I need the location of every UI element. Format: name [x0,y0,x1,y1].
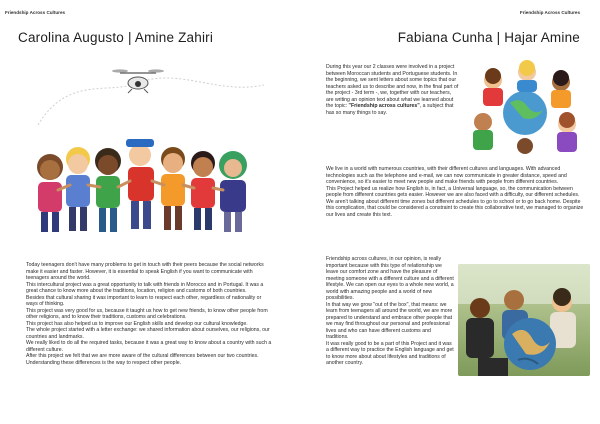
paragraph: It was really good to be a part of this Project and it was a different way to practice the English language and get to know more about about lifestyles and traditions of another country. [326,340,454,366]
paragraph: In that way we grow "out of the box", that means: we learn from teenagers all around the world, we are more prepared to understand and embrace other people that we may find throughout our personal and professional lives and who can have different customs and traditions. [326,301,453,340]
children-drone-illustration [28,55,272,250]
drone-icon [112,69,164,93]
left-body-text [26,262,274,366]
paragraph: After this project we felt that we are more aware of the cultural differences between our two countries. Understanding these differences is the way to respect other people. [26,353,259,366]
bottom-text [326,256,454,367]
author-names: Fabiana Cunha | Hajar Amine [397,30,580,45]
paragraph: This Project helped us realize how English is, in fact, a Universal language, so, the communication between people from different countries gets easier. However we are also faced with a difficulty, our different schedules. We aren't talking about different time zones but different schedules to go to school or to go back home. Despite this complication, that could be considered a constraint to create this collaborative text, we managed to organize our lives and create this text. [326,185,584,218]
paragraph: Today teenagers don't have many problems to get in touch with their peers because the social networks make it easier and faster. However, it is essential to speak English if you want to communicate with teenagers around the world. [26,262,264,281]
right-page [300,0,600,424]
paragraph: The whole project started with a letter exchange: we shared information about ourselves, our religions, our countries and landmarks. [26,327,270,340]
intro-body: During this year our 2 classes were involved in a project between Moroccan students and Portuguese students. In the beginning, we sent letters about some topics that our teachers asked us to describe and now, in the final part of the project - 3rd term -, we, together with our teachers, are writing an opinion text about what we learned about the topic: [326,64,459,109]
intro-end: , a subject that has so many things to say. [326,103,454,116]
intro-topic: "Friendship across cultures" [348,103,420,109]
children-globe-photo [465,58,587,158]
author-names: Carolina Augusto | Amine Zahiri [18,30,214,45]
running-head: Friendship Across Cultures [5,10,66,15]
children-group [37,139,247,232]
paragraph: This intercultural project was a great opportunity to talk with friends in Morocco and in Portugal. It was a great chance to know more about the traditions, location, religion and customs of both countries. [26,281,264,294]
paragraph: Friendship across cultures, in our opinion, is really important because with this type of relationship we leave our comfort zone and have the pleasure of meeting someone with a different culture and a different lifestyle. We can open our eyes to a whole new world, a world with amazing people and a world of new possibilities. [326,256,454,301]
paragraph: This project has also helped us to improve our English skills and develop our cultural knowledge. [26,320,248,327]
paragraph: We really liked to do all the required tasks, because it was a great way to know about a country with such a different culture. [26,340,272,353]
middle-text [326,166,588,218]
paragraph: This project was very good for us, because it taught us how to get new friends, to know other people from other religions, and to know their traditions, customs and celebrations. [26,307,268,320]
intro-text [326,64,460,116]
paragraph: Besides that cultural sharing it was important to learn to respect each other, regardless of nationality or ways of thinking. [26,294,262,307]
teenagers-globe-photo [458,264,590,376]
paragraph: We live in a world with numerous countries, with their different cultures and languages. With advanced technologies such as the telephone and e-mail, we can now communicate in greater distance, speed and convenience, so it's easier to meet new people and make friends with people from different countries. [326,166,567,185]
running-head: Friendship Across Cultures [519,10,580,15]
